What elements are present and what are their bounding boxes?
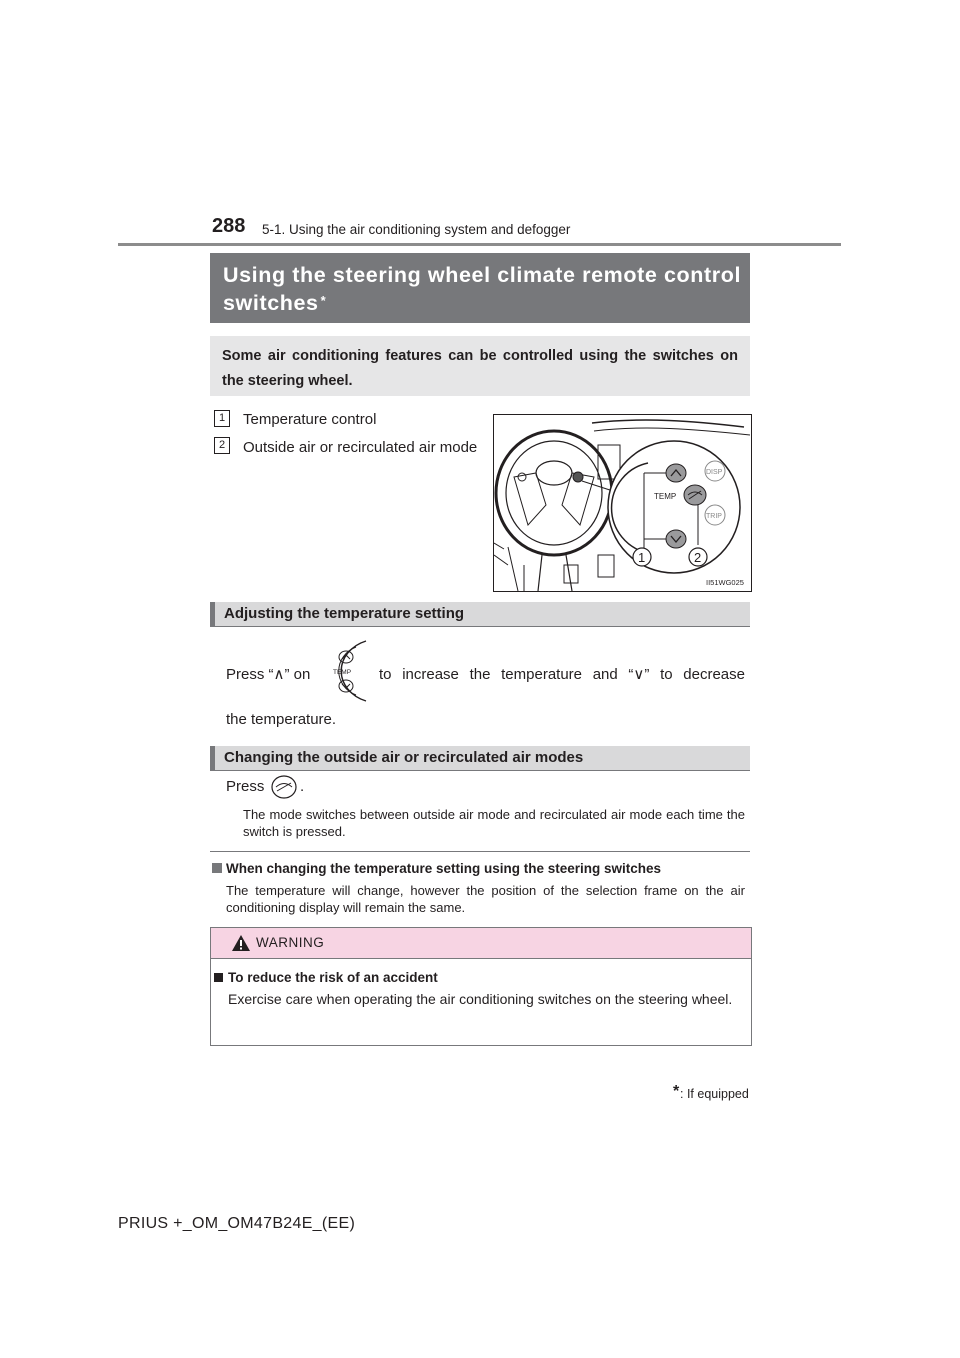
temperature-instruction-start: Press “∧” on <box>226 666 311 683</box>
air-mode-heading-text: Changing the outside air or recirculated air modes <box>224 749 584 766</box>
callout-1: 1 <box>638 550 646 565</box>
intro-text: Some air conditioning features can be controlled using the switches on the steering wheel. <box>222 348 738 389</box>
air-mode-press-text: Press <box>226 778 265 795</box>
footer-model-code: PRIUS +_OM_OM47B24E_(EE) <box>118 1215 356 1232</box>
heading-bar <box>210 602 215 627</box>
temp-icon-label: TEMP <box>333 669 352 676</box>
temperature-section-heading <box>210 602 750 627</box>
warning-heading: To reduce the risk of an accident <box>228 970 438 985</box>
page-title-text: Using the steering wheel climate remote control switches <box>223 263 742 315</box>
callout-2: 2 <box>694 550 702 565</box>
section-divider <box>210 851 750 852</box>
warning-label: WARNING <box>256 935 325 950</box>
figure-code: II51WG025 <box>706 578 744 587</box>
switch-label-temp: TEMP <box>654 492 677 501</box>
warning-text: Exercise care when operating the air conditioning switches on the steering wheel. <box>228 991 733 1007</box>
info-square-icon <box>212 863 222 873</box>
info-heading: When changing the temperature setting using the steering switches <box>226 861 662 876</box>
info-text: The temperature will change, however the position of the selection frame on the air conditioning display will remain the same. <box>226 883 745 915</box>
page-title <box>223 261 743 317</box>
intro-box <box>210 336 750 396</box>
equipped-mark: * <box>320 293 327 308</box>
switch-label-trip: TRIP <box>706 513 722 520</box>
temp-switch-icon <box>326 639 370 703</box>
heading-bar <box>210 746 215 771</box>
item-label-temperature: Temperature control <box>243 411 377 428</box>
section-breadcrumb: 5-1. Using the air conditioning system and defogger <box>262 222 571 237</box>
air-mode-note: The mode switches between outside air mode and recirculated air mode each time the switch is pressed. <box>243 807 745 839</box>
item-number-1: 1 <box>214 410 230 427</box>
warning-header <box>211 928 751 959</box>
page-number: 288 <box>212 215 246 237</box>
temperature-heading-text: Adjusting the temperature setting <box>224 605 465 622</box>
switch-label-disp: DISP <box>706 469 723 476</box>
warning-triangle-icon <box>231 934 251 952</box>
steering-wheel-drawing <box>494 415 751 591</box>
footnote-text: : If equipped <box>680 1087 749 1101</box>
temperature-instruction-middle: to increase the temperature and “∨” to decrease <box>379 666 745 683</box>
item-number-2: 2 <box>214 437 230 454</box>
page-title-box <box>210 253 750 323</box>
header-rule <box>118 243 841 246</box>
air-mode-press-period: . <box>300 778 305 795</box>
air-mode-section-heading <box>210 746 750 771</box>
temperature-instruction-end: the temperature. <box>226 711 337 728</box>
warning-square-icon <box>214 973 223 982</box>
item-label-air-mode: Outside air or recirculated air mode <box>243 439 478 456</box>
recirculation-switch-icon <box>271 775 297 799</box>
footnote-mark: * <box>673 1083 680 1100</box>
steering-switch-illustration <box>493 414 752 592</box>
warning-box <box>210 927 752 1046</box>
